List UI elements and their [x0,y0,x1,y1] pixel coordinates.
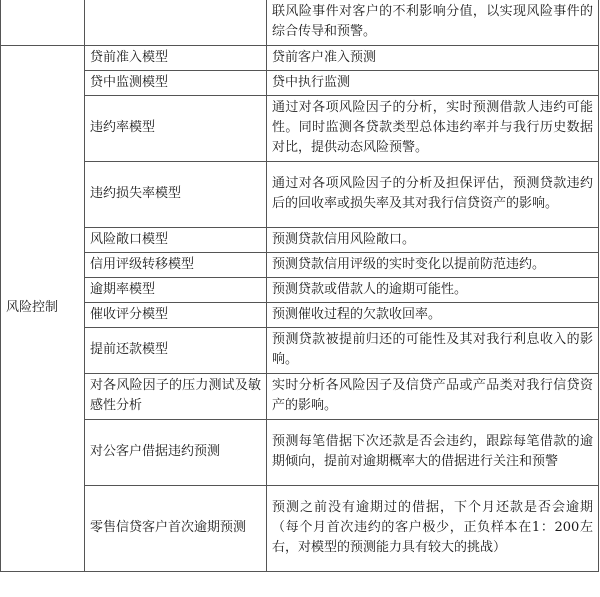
description-cell: 通过对各项风险因子的分析及担保评估，预测贷款违约后的回收率或损失率及其对我行信贷资产的影响。 [267,162,599,228]
empty-category-cell [1,0,85,46]
model-name-cell: 贷前准入模型 [85,46,267,71]
description-cell: 预测贷款或借款人的逾期可能性。 [267,278,599,303]
model-name-cell: 信用评级转移模型 [85,253,267,278]
description-cell: 预测贷款信用风险敞口。 [267,228,599,253]
description-cell: 贷前客户准入预测 [267,46,599,71]
table-row [1,162,599,228]
model-name-cell: 提前还款模型 [85,328,267,374]
empty-model-cell [85,0,267,46]
model-name-cell: 违约损失率模型 [85,162,267,228]
table-row [1,420,599,486]
model-name-cell: 催收评分模型 [85,303,267,328]
model-name-cell: 对公客户借据违约预测 [85,420,267,486]
table-row [1,71,599,96]
table-row [1,278,599,303]
description-cell: 预测每笔借据下次还款是否会违约，跟踪每笔借款的逾期倾向，提前对逾期概率大的借据进行关注和预警 [267,420,599,486]
table-row [1,46,599,71]
model-name-cell: 贷中监测模型 [85,71,267,96]
description-cell: 贷中执行监测 [267,71,599,96]
description-cell: 预测贷款信用评级的实时变化以提前防范违约。 [267,253,599,278]
table-row [1,0,599,46]
description-cell: 联风险事件对客户的不利影响分值，以实现风险事件的综合传导和预警。 [267,0,599,46]
table-row [1,374,599,420]
model-name-cell: 逾期率模型 [85,278,267,303]
description-cell: 预测贷款被提前归还的可能性及其对我行利息收入的影响。 [267,328,599,374]
description-cell: 实时分析各风险因子及信贷产品或产品类对我行信贷资产的影响。 [267,374,599,420]
model-name-cell: 对各风险因子的压力测试及敏感性分析 [85,374,267,420]
table-row [1,96,599,162]
description-cell: 预测之前没有逾期过的借据，下个月还款是否会逾期（每个月首次违约的客户极少，正负样本在1：200左右，对模型的预测能力具有较大的挑战） [267,486,599,572]
category-cell: 风险控制 [1,46,85,572]
table-row [1,328,599,374]
table-row [1,486,599,572]
table-row [1,303,599,328]
table-row [1,228,599,253]
description-cell: 通过对各项风险因子的分析，实时预测借款人违约可能性。同时监测各贷款类型总体违约率并与我行历史数据对比，提供动态风险预警。 [267,96,599,162]
model-name-cell: 风险敞口模型 [85,228,267,253]
description-cell: 预测催收过程的欠款收回率。 [267,303,599,328]
model-name-cell: 违约率模型 [85,96,267,162]
table-row [1,253,599,278]
model-name-cell: 零售信贷客户首次逾期预测 [85,486,267,572]
